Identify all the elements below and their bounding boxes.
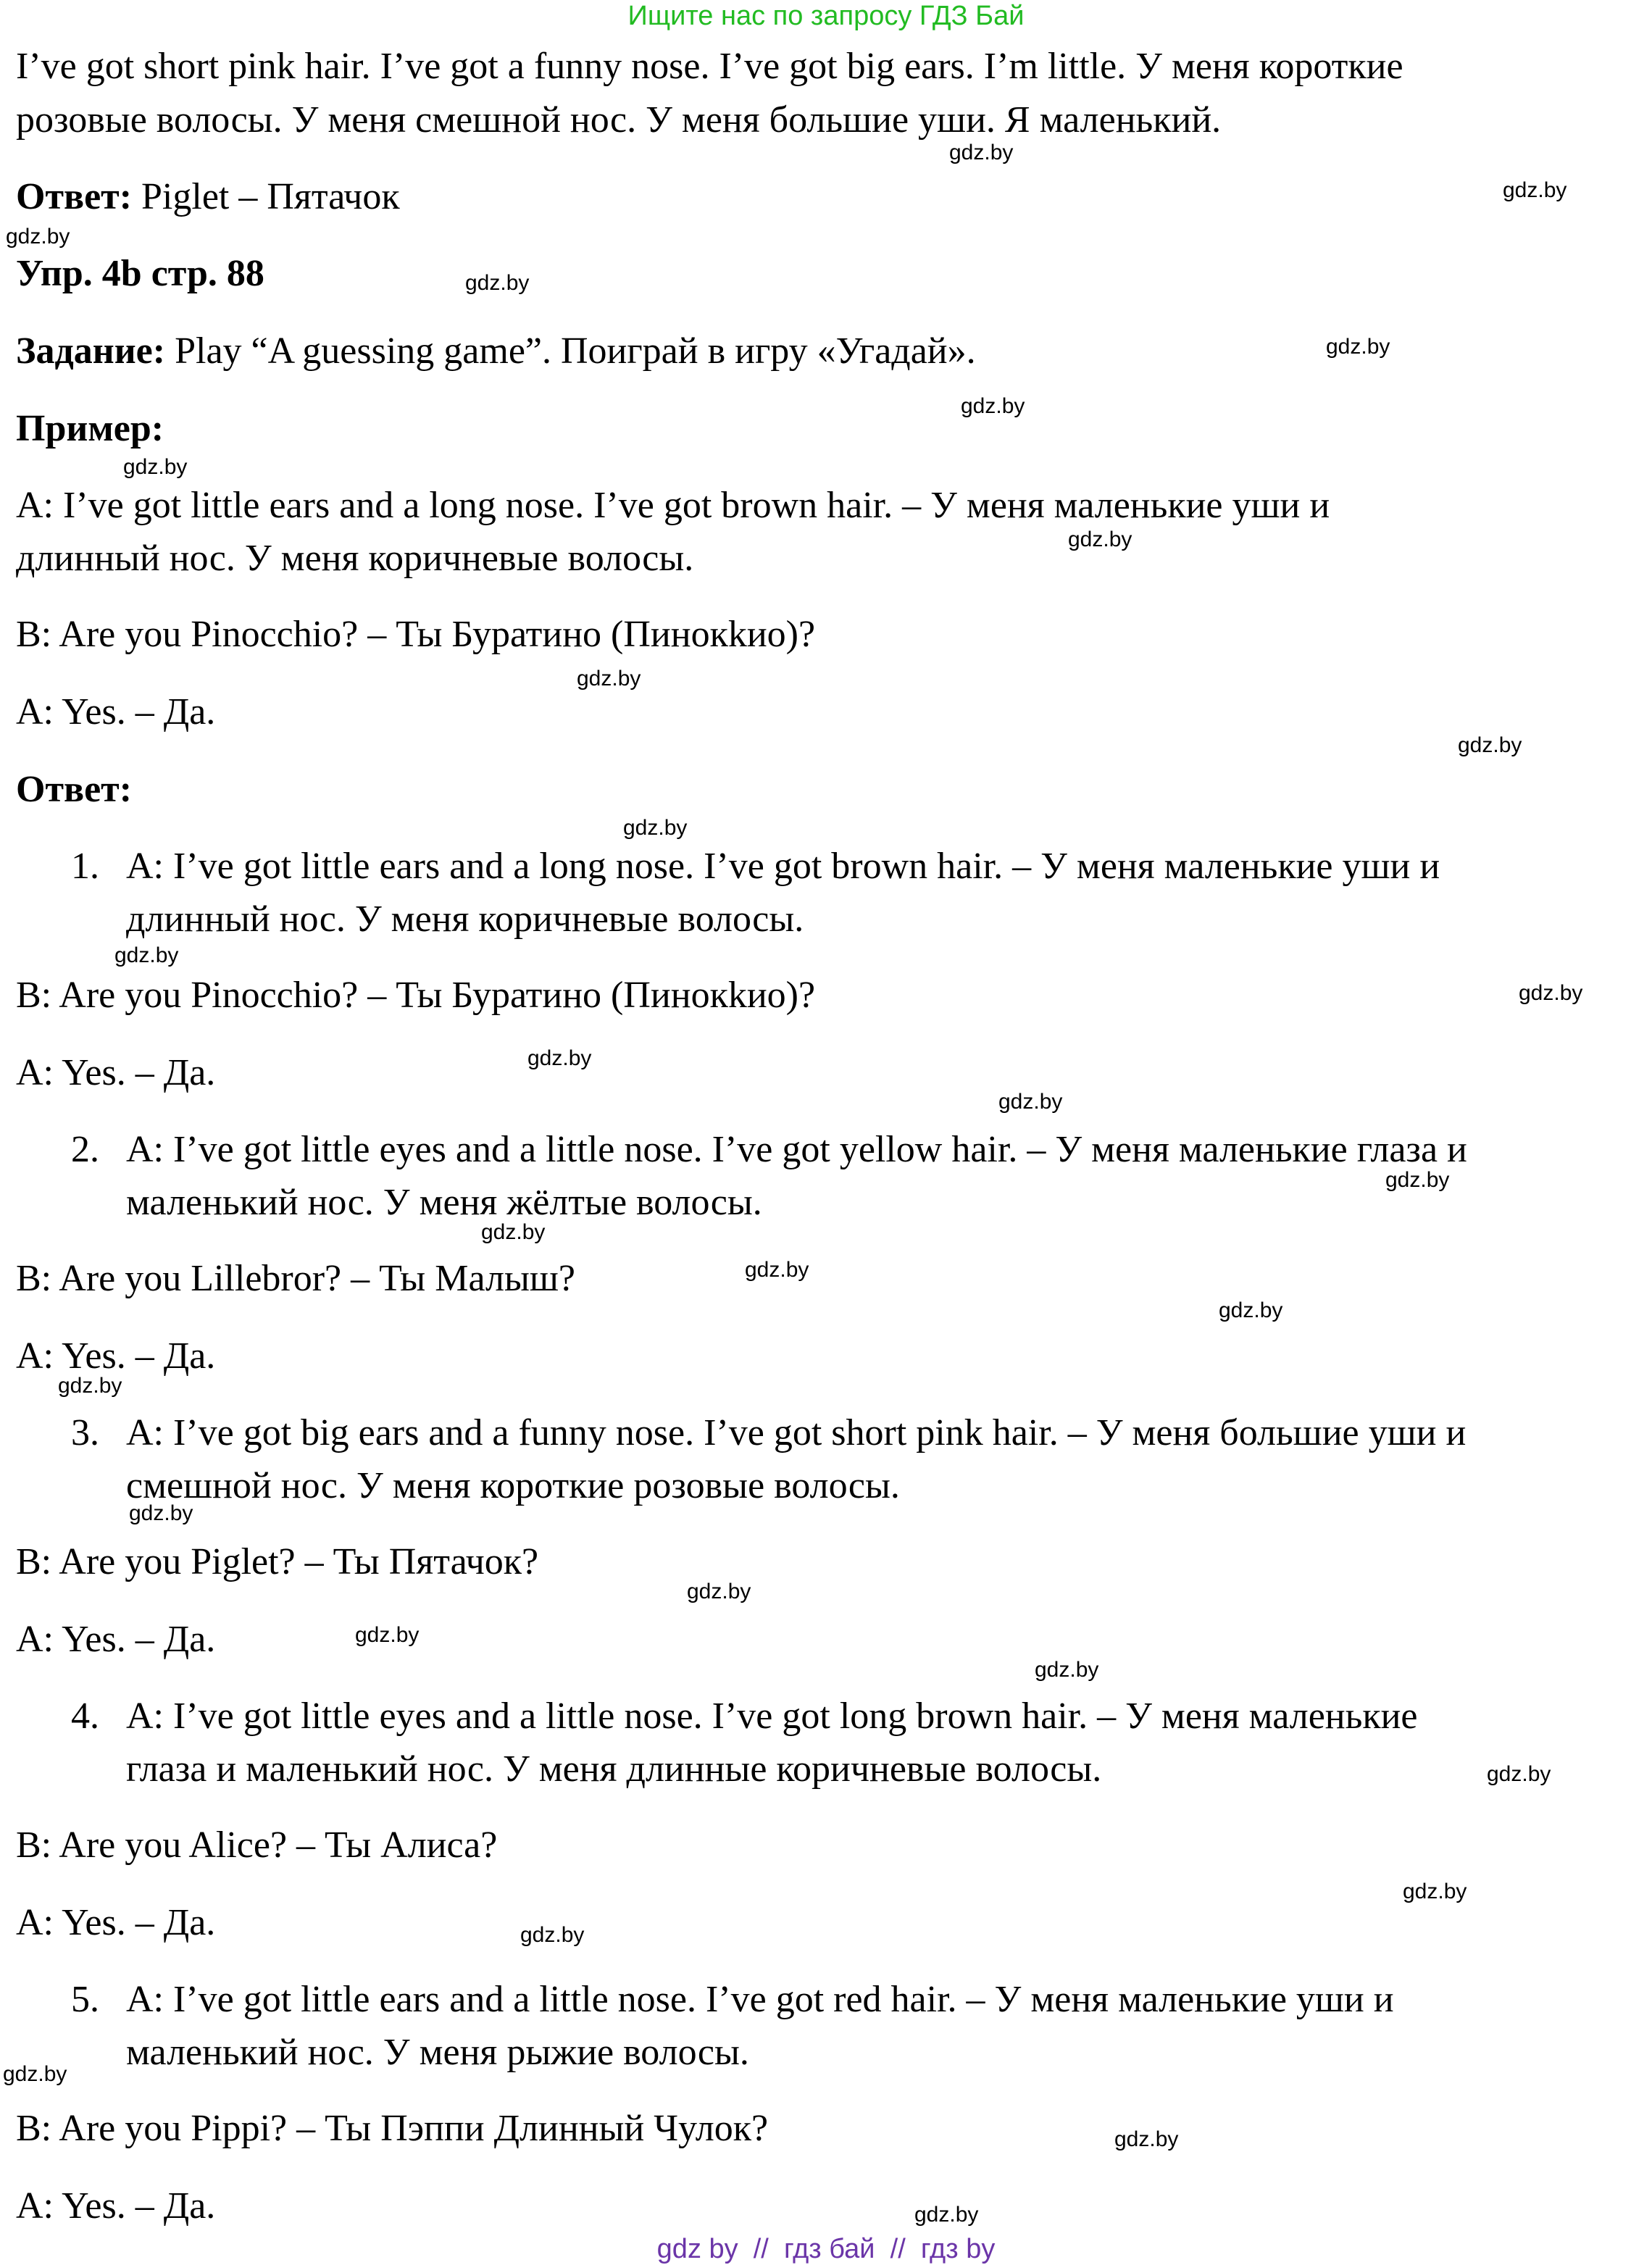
example-a1-line-1: A: I’ve got little ears and a long nose. I’ve got brown hair. – У меня маленькие уши и [16,485,1330,526]
watermark: gdz.by [465,271,530,295]
example-a1-line-2: длинный нос. У меня коричневые волосы. [16,538,694,579]
top-banner: Ищите нас по запросу ГДЗ Бай [627,1,1025,31]
watermark: gdz.by [961,394,1025,418]
answer-b: B: Are you Lillebror? – Ты Малыш? [16,1258,576,1299]
watermark: gdz.by [58,1374,122,1398]
answer-number: 3. [71,1412,99,1453]
answer-a: A: Yes. – Да. [16,1052,216,1093]
answer-a-line-2: глаза и маленький нос. У меня длинные коричневые волосы. [126,1748,1102,1790]
watermark: gdz.by [481,1220,546,1244]
watermark: gdz.by [1458,733,1522,757]
watermark: gdz.by [114,943,179,967]
answer-number: 5. [71,1979,99,2020]
intro-line-1: I’ve got short pink hair. I’ve got a funny nose. I’ve got big ears. I’m little. У меня короткие [16,46,1403,87]
answer-a: A: Yes. – Да. [16,1335,216,1377]
task-label: Задание: [16,330,166,372]
answer-number: 4. [71,1695,99,1737]
watermark: gdz.by [355,1623,420,1647]
answer-a: A: Yes. – Да. [16,1619,216,1660]
watermark: gdz.by [687,1580,751,1603]
answer-a-line-1: A: I’ve got little eyes and a little nose. I’ve got yellow hair. – У меня маленькие глаза и [126,1129,1467,1170]
watermark: gdz.by [1487,1762,1551,1786]
exercise-title: Упр. 4b стр. 88 [16,253,264,294]
answer-a-line-2: маленький нос. У меня рыжие волосы. [126,2032,749,2073]
watermark: gdz.by [745,1258,809,1282]
prev-answer-label: Ответ: [16,176,133,217]
watermark: gdz.by [129,1501,193,1525]
answer-a-line-1: A: I’ve got little ears and a long nose. I’ve got brown hair. – У меня маленькие уши и [126,846,1440,887]
answer-b: B: Are you Pinocchio? – Ты Буратино (Пинокkио)? [16,975,816,1016]
example-label: Пример: [16,408,164,449]
watermark: gdz.by [6,225,70,249]
prev-answer [16,175,400,219]
answer-b: B: Are you Alice? – Ты Алиса? [16,1824,498,1866]
prev-answer-text: Piglet – Пятачок [132,176,400,217]
example-a2: A: Yes. – Да. [16,691,216,733]
answer-a-line-1: A: I’ve got little ears and a little nose. I’ve got red hair. – У меня маленькие уши и [126,1979,1394,2020]
answer-label: Ответ: [16,769,133,810]
answer-number: 2. [71,1129,99,1170]
answer-b: B: Are you Pippi? – Ты Пэппи Длинный Чулок? [16,2108,769,2149]
answer-b: B: Are you Piglet? – Ты Пятачок? [16,1541,539,1582]
answer-a-line-1: A: I’ve got big ears and a funny nose. I’ve got short pink hair. – У меня большие уши и [126,1412,1467,1453]
watermark: gdz.by [577,667,641,691]
watermark: gdz.by [914,2203,979,2227]
answer-a-line-2: смешной нос. У меня короткие розовые волосы. [126,1465,900,1506]
watermark: gdz.by [1503,178,1567,202]
watermark: gdz.by [1519,981,1583,1005]
task-text: Play “A guessing game”. Поиграй в игру «Угадай». [165,330,976,372]
footer-links: gdz by // гдз бай // гдз by [656,2234,996,2264]
answer-a-line-2: длинный нос. У меня коричневые волосы. [126,898,804,940]
example-b: B: Are you Pinocchio? – Ты Буратино (Пинокkио)? [16,614,816,655]
watermark: gdz.by [1035,1658,1099,1682]
watermark: gdz.by [949,141,1014,164]
watermark: gdz.by [1403,1880,1467,1903]
watermark: gdz.by [123,455,188,479]
watermark: gdz.by [623,816,688,840]
watermark: gdz.by [1326,335,1390,359]
answer-a: A: Yes. – Да. [16,1902,216,1943]
watermark: gdz.by [1114,2127,1179,2151]
task [16,330,976,373]
watermark: gdz.by [520,1923,585,1947]
answer-a-line-2: маленький нос. У меня жёлтые волосы. [126,1182,762,1223]
watermark: gdz.by [1385,1168,1450,1192]
intro-line-2: розовые волосы. У меня смешной нос. У меня большие уши. Я маленький. [16,99,1222,141]
answer-a: A: Yes. – Да. [16,2185,216,2227]
watermark: gdz.by [3,2062,67,2086]
watermark: gdz.by [527,1046,592,1070]
answer-number: 1. [71,846,99,887]
watermark: gdz.by [998,1090,1063,1114]
watermark: gdz.by [1219,1298,1283,1322]
watermark: gdz.by [1068,527,1132,551]
answer-a-line-1: A: I’ve got little eyes and a little nose. I’ve got long brown hair. – У меня маленькие [126,1695,1418,1737]
